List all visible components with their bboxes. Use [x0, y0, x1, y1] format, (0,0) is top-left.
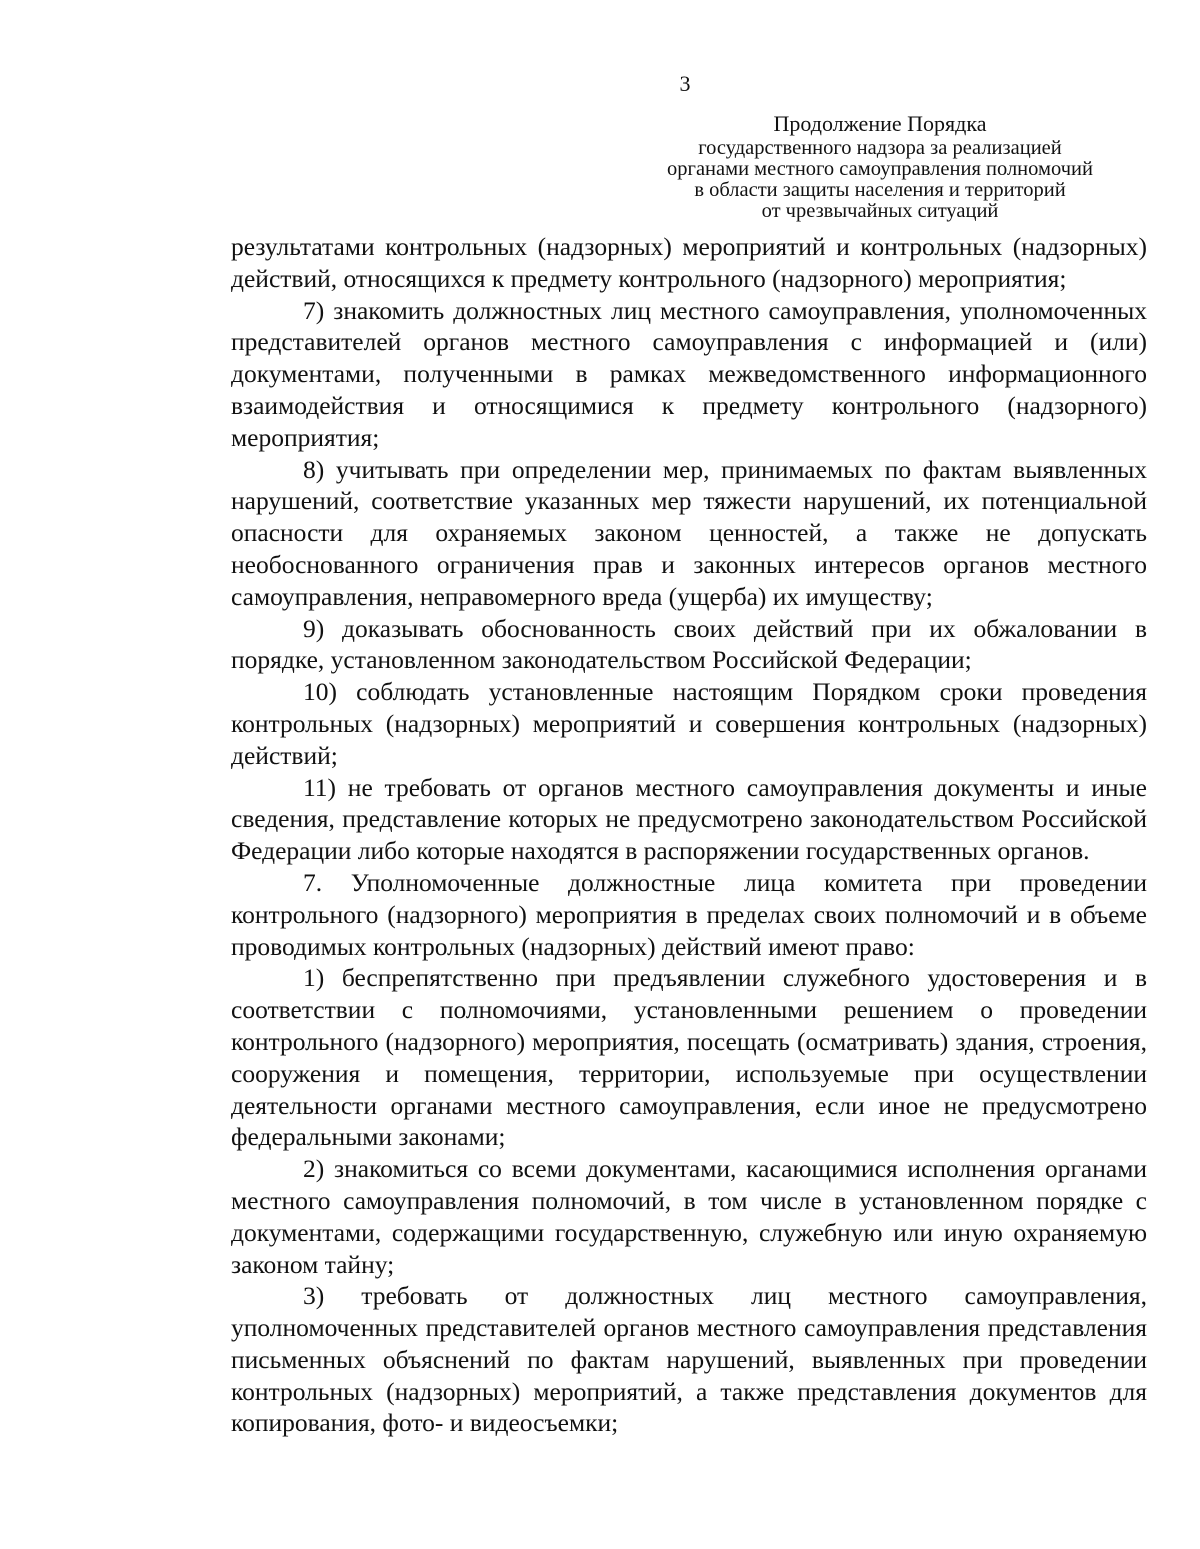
paragraph-right-1: 1) беспрепятственно при предъявлении служебного удостоверения и в соответствии с полномочиями, установленными решением о проведении контрольного (надзорного) мероприятия, посещать (осматривать) здания, строения, сооружения и помещения, территории, используемые при осуществлении деятельности органами местного самоуправления, если иное не предусмотрено федеральными законами;	[231, 963, 1147, 1152]
document-header	[620, 110, 1140, 222]
header-line: государственного надзора за реализацией	[698, 137, 1062, 159]
paragraph-item-7: 7) знакомить должностных лиц местного самоуправления, уполномоченных представителей органов местного самоуправления с информацией и (или) документами, полученными в рамках межведомственного информационного взаимодействия и относящимися к предмету контрольного (надзорного) мероприятия;	[231, 295, 1147, 452]
paragraph-continuation: результатами контрольных (надзорных) мероприятий и контрольных (надзорных) действий, относящихся к предмету контрольного (надзорного) мероприятия;	[231, 232, 1147, 293]
paragraph-item-9: 9) доказывать обоснованность своих действий при их обжаловании в порядке, установленном законодательством Российской Федерации;	[231, 613, 1147, 675]
paragraph-right-2: 2) знакомиться со всеми документами, касающимися исполнения органами местного самоуправления полномочий, в том числе в установленном порядке с документами, содержащими государственную, служебную или иную охраняемую законом тайну;	[231, 1154, 1147, 1279]
paragraph-section-7: 7. Уполномоченные должностные лица комитета при проведении контрольного (надзорного) мероприятия в пределах своих полномочий и в объеме проводимых контрольных (надзорных) действий имеют право:	[231, 867, 1147, 961]
header-line: органами местного самоуправления полномочий	[667, 158, 1093, 180]
paragraph-item-8: 8) учитывать при определении мер, принимаемых по фактам выявленных нарушений, соответствие указанных мер тяжести нарушений, их потенциальной опасности для охраняемых законом ценностей, а также не допускать необоснованного ограничения прав и законных интересов органов местного самоуправления, неправомерного вреда (ущерба) их имуществу;	[231, 454, 1147, 611]
paragraph-right-3: 3) требовать от должностных лиц местного самоуправления, уполномоченных представителей органов местного самоуправления представления письменных объяснений по фактам нарушений, выявленных при проведении контрольных (надзорных) мероприятий, а также представления документов для копирования, фото- и видеосъемки;	[231, 1281, 1147, 1438]
paragraph-item-11: 11) не требовать от органов местного самоуправления документы и иные сведения, представление которых не предусмотрено законодательством Российской Федерации либо которые находятся в распоряжении государственных органов.	[231, 772, 1147, 866]
header-line: от чрезвычайных ситуаций	[761, 200, 999, 222]
header-title: Продолжение Порядка	[773, 111, 987, 136]
header-line: в области защиты населения и территорий	[694, 179, 1066, 201]
paragraph-item-10: 10) соблюдать установленные настоящим Порядком сроки проведения контрольных (надзорных) мероприятий и совершения контрольных (надзорных) действий;	[231, 677, 1147, 770]
page-number: 3	[679, 71, 691, 96]
document-body	[231, 231, 1147, 1439]
